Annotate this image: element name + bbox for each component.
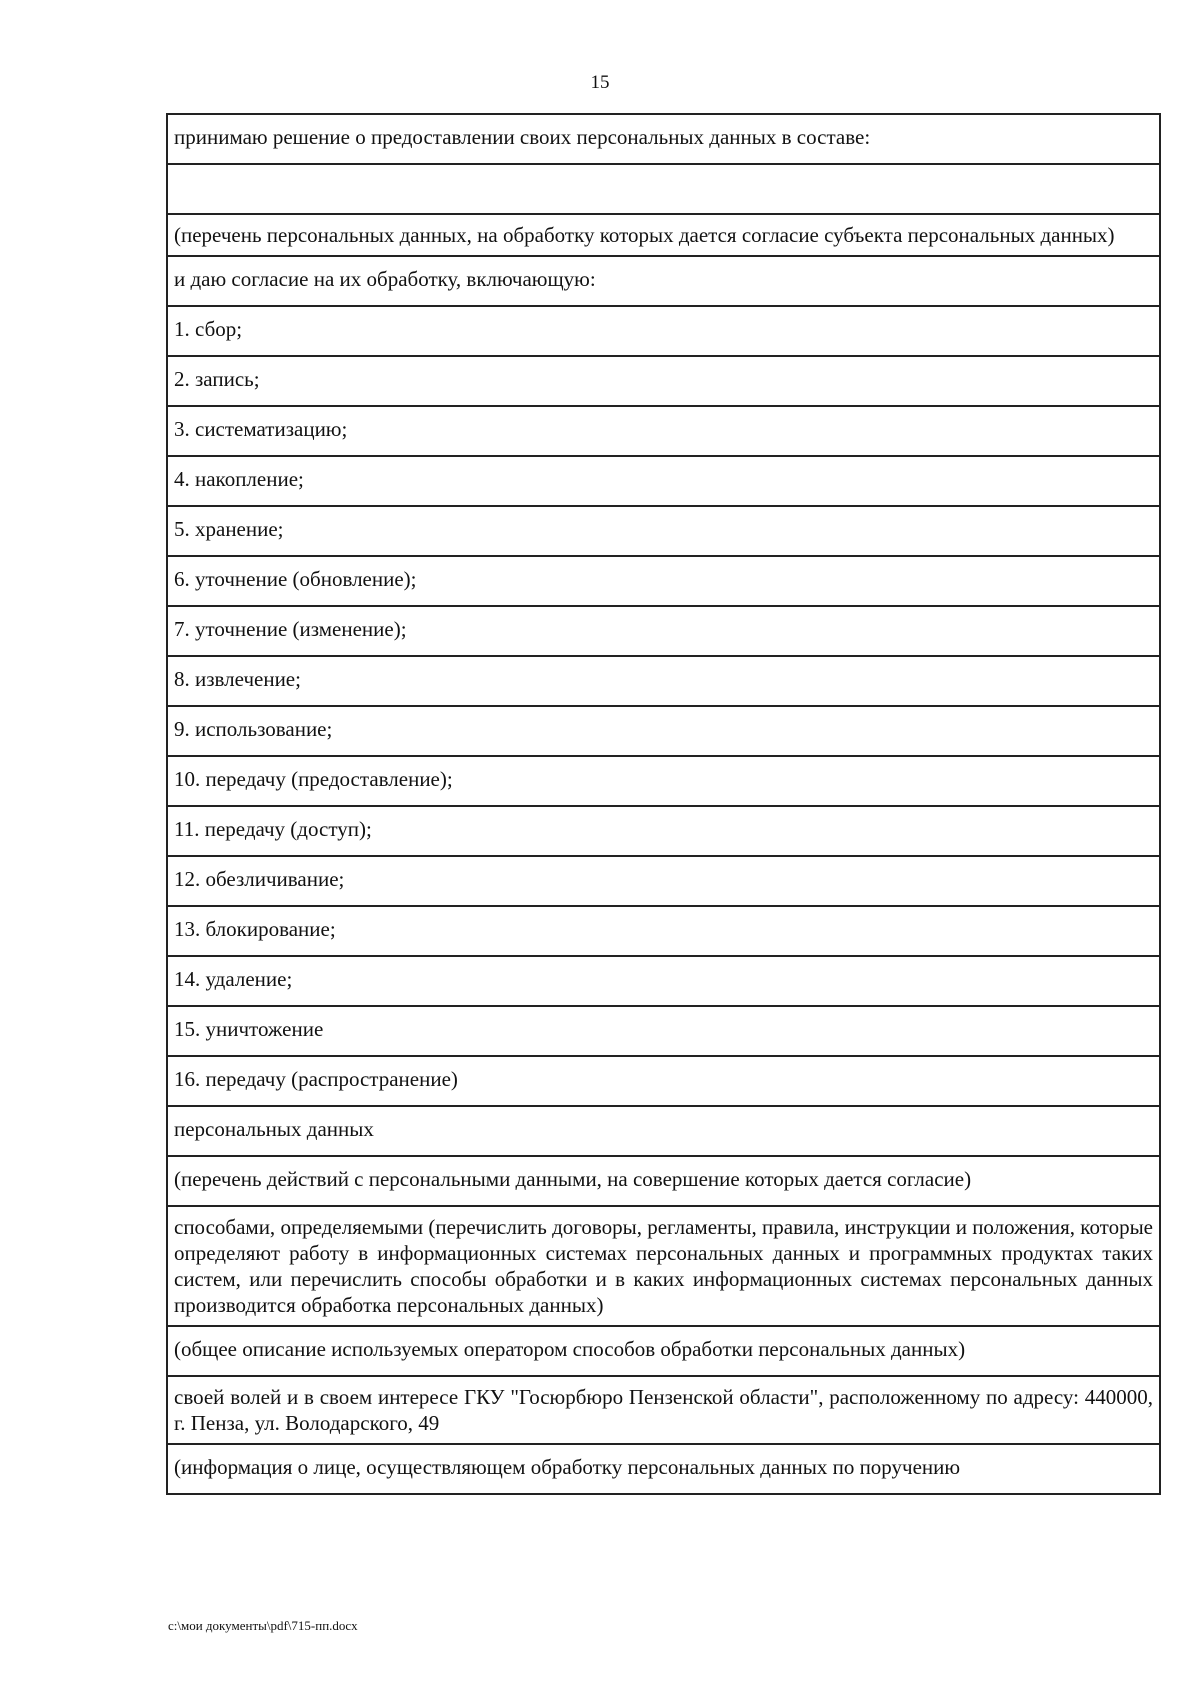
list-item: 13. блокирование;: [167, 906, 1160, 956]
list-item: 3. систематизацию;: [167, 406, 1160, 456]
table-row: [167, 1106, 1160, 1156]
list-item: 5. хранение;: [167, 506, 1160, 556]
table-row: [167, 606, 1160, 656]
list-item: 11. передачу (доступ);: [167, 806, 1160, 856]
table-row: [167, 506, 1160, 556]
list-item: 7. уточнение (изменение);: [167, 606, 1160, 656]
table-row: [167, 114, 1160, 164]
list-item: 4. накопление;: [167, 456, 1160, 506]
list-item: 6. уточнение (обновление);: [167, 556, 1160, 606]
blank-entry-cell: [167, 164, 1160, 214]
list-item: 10. передачу (предоставление);: [167, 756, 1160, 806]
table-row: [167, 956, 1160, 1006]
list-item: 8. извлечение;: [167, 656, 1160, 706]
table-cell: своей волей и в своем интересе ГКУ "Госюрбюро Пензенской области", расположенному по адресу: 440000, г. Пенза, ул. Володарского, 49: [167, 1376, 1160, 1444]
table-cell: и даю согласие на их обработку, включающую:: [167, 256, 1160, 306]
table-row: [167, 1376, 1160, 1444]
table-row: [167, 1156, 1160, 1206]
list-item: 16. передачу (распространение): [167, 1056, 1160, 1106]
table-cell: (информация о лице, осуществляющем обработку персональных данных по поручению: [167, 1444, 1160, 1494]
table-row: [167, 356, 1160, 406]
table-row: [167, 706, 1160, 756]
table-row: [167, 1326, 1160, 1376]
table-row: [167, 1006, 1160, 1056]
table-row: [167, 256, 1160, 306]
footer-file-path: c:\мои документы\pdf\715-пп.docx: [168, 1618, 358, 1633]
table-row: [167, 406, 1160, 456]
table-row: [167, 1056, 1160, 1106]
table-cell: (перечень действий с персональными данными, на совершение которых дается согласие): [167, 1156, 1160, 1206]
list-item: 9. использование;: [167, 706, 1160, 756]
table-row: [167, 806, 1160, 856]
table-row: [167, 214, 1160, 256]
list-item: 15. уничтожение: [167, 1006, 1160, 1056]
table-row: [167, 306, 1160, 356]
consent-form-table: [166, 113, 1161, 1495]
table-row: [167, 1444, 1160, 1494]
table-row: [167, 856, 1160, 906]
list-item: 12. обезличивание;: [167, 856, 1160, 906]
list-item: 14. удаление;: [167, 956, 1160, 1006]
table-row: [167, 556, 1160, 606]
table-row: [167, 906, 1160, 956]
table-row: [167, 164, 1160, 214]
list-item: 2. запись;: [167, 356, 1160, 406]
table-cell: (перечень персональных данных, на обработку которых дается согласие субъекта персональных данных): [167, 214, 1160, 256]
table-row: [167, 756, 1160, 806]
table-cell: принимаю решение о предоставлении своих персональных данных в составе:: [167, 114, 1160, 164]
list-item: 1. сбор;: [167, 306, 1160, 356]
table-row: [167, 456, 1160, 506]
table-row: [167, 656, 1160, 706]
table-cell: персональных данных: [167, 1106, 1160, 1156]
page-number: 15: [590, 72, 610, 93]
table-cell: (общее описание используемых оператором способов обработки персональных данных): [167, 1326, 1160, 1376]
table-cell: способами, определяемыми (перечислить договоры, регламенты, правила, инструкции и положения, которые определяют работу в информационных системах персональных данных и программных продуктах таких систем, или перечислить способы обработки и в каких информационных системах персональных данных производится обработка персональных данных): [167, 1206, 1160, 1326]
table-row: [167, 1206, 1160, 1326]
